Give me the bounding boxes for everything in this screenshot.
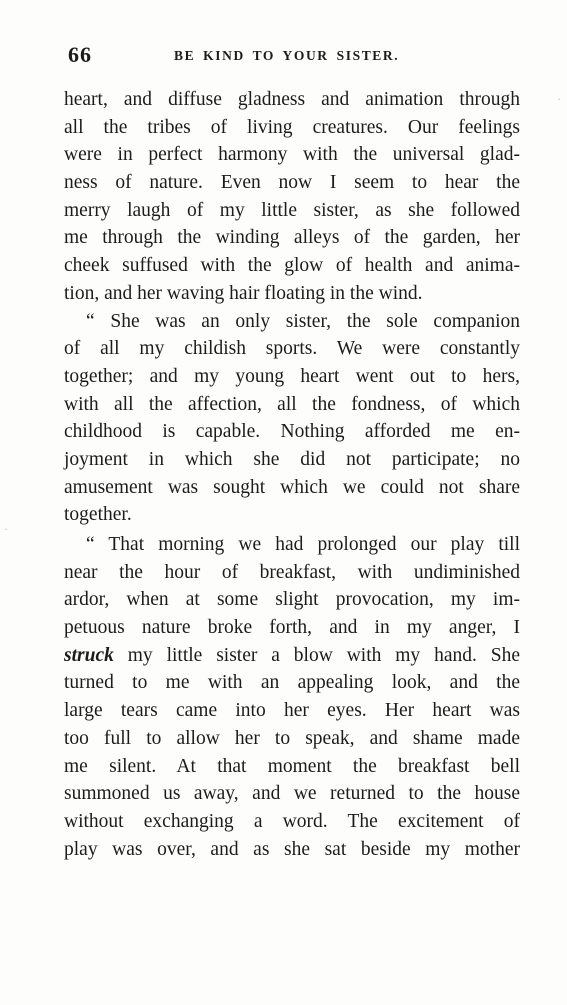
- text-line: all the tribes of living creatures. Our feelings: [64, 116, 520, 138]
- text-line: me through the winding alleys of the garden, her: [64, 227, 520, 249]
- text-line: heart, and diffuse gladness and animation through: [64, 89, 520, 110]
- text-line-rest: my little sister a blow with my hand. She: [113, 644, 520, 666]
- text-line: merry laugh of my little sister, as she followed: [64, 199, 520, 221]
- text-line: were in perfect harmony with the universal glad-: [64, 144, 520, 166]
- text-line: large tears came into her eyes. Her heart was: [64, 700, 520, 722]
- text-line: near the hour of breakfast, with undiminished: [64, 561, 520, 583]
- text-line-emphasis: [64, 642, 520, 670]
- text-line: ness of nature. Even now I seem to hear the: [64, 172, 520, 194]
- text-line: together; and my young heart went out to hers,: [64, 365, 520, 387]
- page-number: 66: [68, 42, 92, 67]
- text-line: with all the affection, all the fondness, of which: [64, 393, 520, 415]
- text-line: together.: [64, 504, 132, 526]
- page-header: [64, 42, 520, 72]
- text-line: ardor, when at some slight provocation, my im-: [64, 589, 520, 611]
- text-line: “ That morning we had prolonged our play till: [86, 534, 520, 555]
- body-text: [64, 86, 520, 863]
- text-line: petuous nature broke forth, and in my anger, I: [64, 617, 520, 639]
- emphasized-word: struck: [64, 644, 114, 666]
- text-line: childhood is capable. Nothing afforded me en-: [64, 421, 520, 443]
- running-title: BE KIND TO YOUR SISTER.: [174, 48, 400, 63]
- text-line: tion, and her waving hair floating in the wind.: [64, 282, 423, 304]
- text-line: cheek suffused with the glow of health and anima-: [64, 255, 520, 277]
- text-line: turned to me with an appealing look, and the: [64, 672, 520, 694]
- text-line: summoned us away, and we returned to the house: [64, 783, 520, 805]
- text-line: of all my childish sports. We were constantly: [64, 338, 520, 360]
- text-line: “ She was an only sister, the sole companion: [86, 310, 520, 332]
- text-line: play was over, and as she sat beside my mother: [64, 838, 520, 860]
- text-line: too full to allow her to speak, and shame made: [64, 727, 520, 749]
- margin-speck: ·: [557, 92, 561, 106]
- margin-speck: ·: [4, 522, 8, 536]
- text-line: joyment in which she did not participate; no: [64, 448, 520, 470]
- text-line: me silent. At that moment the breakfast bell: [64, 755, 520, 777]
- text-line: amusement was sought which we could not share: [64, 476, 520, 498]
- text-line: without exchanging a word. The excitement of: [64, 810, 520, 832]
